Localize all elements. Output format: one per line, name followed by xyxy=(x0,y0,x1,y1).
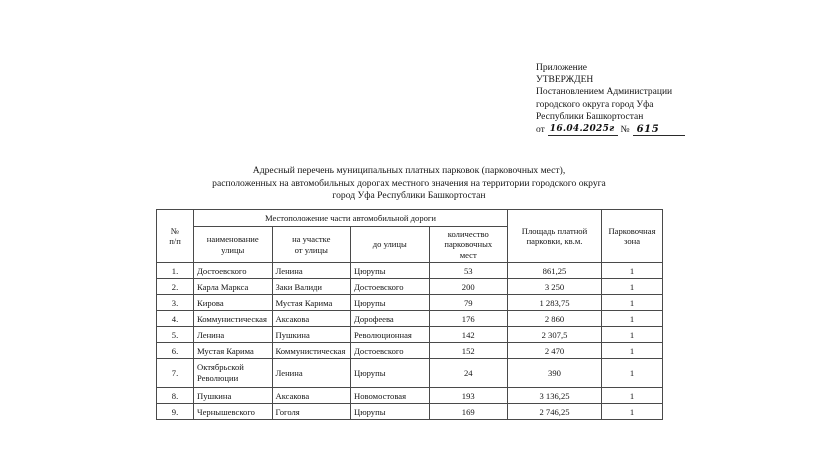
header-cell-paid-parking-area xyxy=(508,210,602,263)
cell-parking-zone: 1 xyxy=(602,404,663,420)
cell-parking-space-count: 53 xyxy=(429,263,508,279)
handwritten-date-value: 16.04.2025г xyxy=(548,124,618,136)
cell-parking-space-count: 79 xyxy=(429,295,508,311)
header-street-line-2: улицы xyxy=(221,244,245,255)
handwritten-document-number: 615 xyxy=(633,124,686,136)
header-count-line-2: парковочных xyxy=(444,239,493,250)
table-row xyxy=(157,343,663,359)
cell-parking-zone: 1 xyxy=(602,263,663,279)
cell-street-name-line-1: Октябрьской xyxy=(197,362,244,372)
header-count-line-3: мест xyxy=(459,249,477,260)
page-title-line-1: Адресный перечень муниципальных платных парковок (парковочных мест), xyxy=(252,165,566,176)
cell-row-number: 7. xyxy=(157,359,194,388)
header-cell-road-location-group: Местоположение части автомобильной дороги xyxy=(194,210,508,227)
header-number-line-2: п/п xyxy=(169,236,181,246)
cell-row-number: 1. xyxy=(157,263,194,279)
cell-street-name: Карла Маркса xyxy=(194,279,273,295)
cell-from-street: Коммунистическая xyxy=(272,343,351,359)
cell-to-street: Цюрупы xyxy=(351,295,430,311)
number-symbol-label: № xyxy=(620,125,630,136)
cell-paid-parking-area: 3 136,25 xyxy=(508,388,602,404)
cell-paid-parking-area: 390 xyxy=(508,359,602,388)
table-row xyxy=(157,404,663,420)
cell-street-name: Достоевского xyxy=(194,263,273,279)
header-cell-row-number xyxy=(157,210,194,263)
header-from-line-2: от улицы xyxy=(294,244,328,255)
cell-street-name: Коммунистическая xyxy=(194,311,273,327)
page-title-line-3: город Уфа Республики Башкортостан xyxy=(332,190,486,202)
cell-paid-parking-area: 861,25 xyxy=(508,263,602,279)
cell-to-street: Достоевского xyxy=(351,343,430,359)
cell-parking-space-count: 193 xyxy=(429,388,508,404)
header-from-line-1: на участке xyxy=(292,234,331,244)
cell-parking-zone: 1 xyxy=(602,343,663,359)
cell-to-street: Цюрупы xyxy=(351,359,430,388)
cell-from-street: Мустая Карима xyxy=(272,295,351,311)
header-area-line-2: парковки, кв.м. xyxy=(526,236,583,246)
cell-street-name: Чернышевского xyxy=(194,404,273,420)
cell-street-name xyxy=(194,359,273,388)
cell-row-number: 9. xyxy=(157,404,194,420)
cell-to-street: Цюрупы xyxy=(351,263,430,279)
cell-to-street: Дорофеева xyxy=(351,311,430,327)
cell-to-street: Революционная xyxy=(351,327,430,343)
header-cell-parking-zone xyxy=(602,210,663,263)
cell-parking-zone: 1 xyxy=(602,279,663,295)
cell-parking-space-count: 169 xyxy=(429,404,508,420)
table-row xyxy=(157,295,663,311)
cell-from-street: Гоголя xyxy=(272,404,351,420)
cell-row-number: 2. xyxy=(157,279,194,295)
cell-row-number: 5. xyxy=(157,327,194,343)
approval-line-republic: Республики Башкортостан xyxy=(536,111,644,122)
cell-paid-parking-area: 2 746,25 xyxy=(508,404,602,420)
header-cell-parking-space-count xyxy=(429,227,508,263)
cell-street-name: Мустая Карима xyxy=(194,343,273,359)
cell-from-street: Заки Валиди xyxy=(272,279,351,295)
cell-parking-space-count: 152 xyxy=(429,343,508,359)
parking-registry-table xyxy=(156,209,663,420)
approval-line-approved: УТВЕРЖДЕН xyxy=(536,75,594,86)
header-zone-line-2: зона xyxy=(623,236,641,246)
table-row xyxy=(157,263,663,279)
cell-parking-zone: 1 xyxy=(602,311,663,327)
parking-table-container xyxy=(156,209,663,420)
cell-row-number: 6. xyxy=(157,343,194,359)
cell-street-name: Пушкина xyxy=(194,388,273,404)
table-body xyxy=(157,263,663,420)
table-row xyxy=(157,327,663,343)
cell-parking-space-count: 176 xyxy=(429,311,508,327)
cell-row-number: 8. xyxy=(157,388,194,404)
cell-row-number: 3. xyxy=(157,295,194,311)
approval-line-city-district: городского округа город Уфа xyxy=(536,99,654,110)
cell-paid-parking-area: 2 860 xyxy=(508,311,602,327)
cell-paid-parking-area: 3 250 xyxy=(508,279,602,295)
cell-from-street: Пушкина xyxy=(272,327,351,343)
cell-from-street: Аксакова xyxy=(272,311,351,327)
header-cell-from-street xyxy=(272,227,351,263)
header-cell-to-street: до улицы xyxy=(351,227,430,263)
cell-row-number: 4. xyxy=(157,311,194,327)
date-prefix-label: от xyxy=(536,125,545,136)
approval-block xyxy=(536,62,816,136)
cell-parking-zone: 1 xyxy=(602,327,663,343)
cell-street-name: Кирова xyxy=(194,295,273,311)
cell-parking-space-count: 142 xyxy=(429,327,508,343)
header-count-line-1: количество xyxy=(447,228,489,239)
cell-street-name: Ленина xyxy=(194,327,273,343)
table-row xyxy=(157,388,663,404)
table-row xyxy=(157,359,663,388)
cell-parking-zone: 1 xyxy=(602,295,663,311)
cell-paid-parking-area: 2 470 xyxy=(508,343,602,359)
header-area-line-1: Площадь платной xyxy=(521,225,588,236)
cell-to-street: Достоевского xyxy=(351,279,430,295)
cell-to-street: Цюрупы xyxy=(351,404,430,420)
cell-street-name-line-2: Революции xyxy=(197,373,239,383)
header-cell-street-name xyxy=(194,227,273,263)
header-street-line-1: наименование xyxy=(206,234,259,244)
cell-parking-space-count: 24 xyxy=(429,359,508,388)
approval-line-resolution: Постановлением Администрации xyxy=(536,87,673,98)
header-number-line-1: № xyxy=(170,225,180,236)
cell-to-street: Новомостовая xyxy=(351,388,430,404)
table-row xyxy=(157,311,663,327)
cell-from-street: Аксакова xyxy=(272,388,351,404)
cell-parking-zone: 1 xyxy=(602,359,663,388)
table-row xyxy=(157,279,663,295)
table-header-row-group xyxy=(157,210,663,227)
cell-parking-space-count: 200 xyxy=(429,279,508,295)
cell-parking-zone: 1 xyxy=(602,388,663,404)
page-title xyxy=(109,165,709,203)
cell-from-street: Ленина xyxy=(272,359,351,388)
approval-line-appendix: Приложение xyxy=(536,63,587,73)
cell-paid-parking-area: 2 307,5 xyxy=(508,327,602,343)
header-zone-line-1: Парковочная xyxy=(608,225,656,236)
cell-paid-parking-area: 1 283,75 xyxy=(508,295,602,311)
cell-from-street: Ленина xyxy=(272,263,351,279)
table-header xyxy=(157,210,663,263)
approval-date-row xyxy=(536,124,816,136)
page-title-line-2: расположенных на автомобильных дорогах местного значения на территории городского округа xyxy=(212,177,606,189)
